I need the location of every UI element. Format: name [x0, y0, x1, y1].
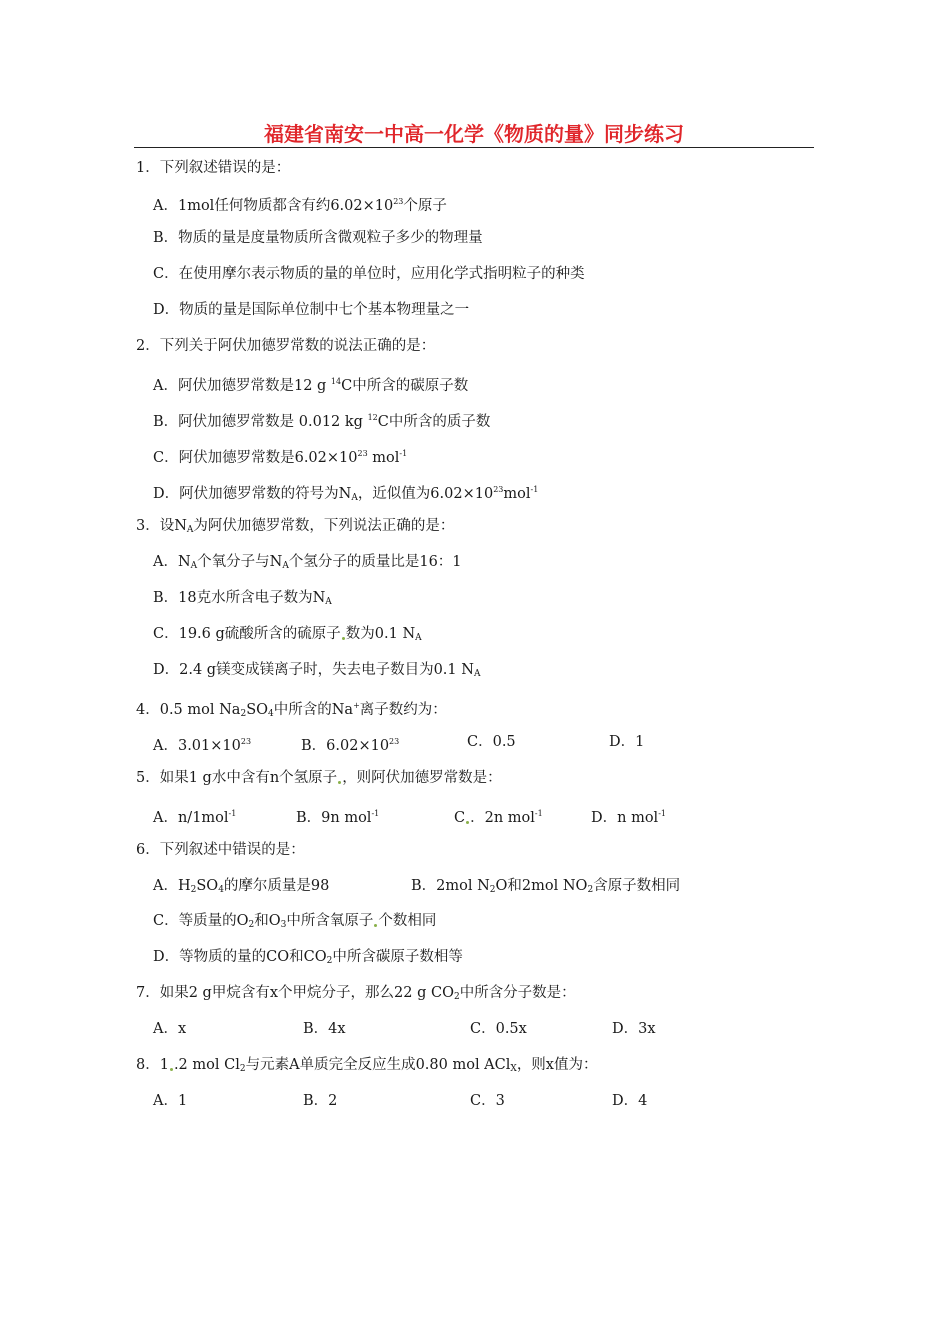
text: SO — [246, 702, 269, 718]
text: D．n mol — [591, 810, 659, 826]
question-1-option-b: B．物质的量是度量物质所含微观粒子多少的物理量 — [153, 230, 483, 246]
subscript: A — [282, 561, 289, 571]
superscript: 12 — [367, 413, 378, 422]
text: 个原子 — [403, 198, 447, 214]
superscript: -1 — [228, 809, 237, 818]
question-5-stem — [136, 768, 502, 788]
text: 中所含分子数是： — [459, 985, 576, 1001]
question-7-option-c: C．0.5x — [470, 1021, 527, 1037]
subscript: 3 — [280, 920, 287, 930]
superscript: -1 — [658, 809, 666, 818]
text: mol — [367, 450, 400, 466]
text: B．阿伏加德罗常数是 0.012 kg — [153, 414, 368, 430]
text: C．等质量的O — [153, 913, 249, 929]
question-7-option-d: D．3x — [612, 1021, 656, 1037]
superscript: 23 — [493, 485, 504, 494]
superscript: 23 — [240, 737, 252, 746]
text: 3．设N — [136, 518, 187, 534]
text: 与元素A单质完全反应生成0.80 mol ACl — [245, 1057, 511, 1073]
stray-dot-mark — [342, 637, 345, 640]
text: A．1mol任何物质都含有约6.02×10 — [153, 198, 394, 214]
superscript: 14 — [330, 377, 342, 386]
title-underline — [134, 147, 814, 148]
question-2-stem: 2．下列关于阿伏加德罗常数的说法正确的是： — [136, 338, 436, 354]
question-3-option-c — [153, 624, 422, 648]
text: 为阿伏加德罗常数，下列说法正确的是： — [193, 518, 455, 534]
text: A．3.01×10 — [153, 738, 241, 754]
superscript: -1 — [371, 809, 380, 818]
subscript: 2 — [248, 920, 255, 930]
subscript: 2 — [326, 956, 333, 966]
subscript: 4 — [268, 709, 274, 719]
text: 7．如果2 g甲烷含有x个甲烷分子，那么22 g CO — [136, 985, 454, 1001]
subscript: A — [473, 669, 481, 679]
text: D．阿伏加德罗常数的符号为N — [153, 486, 352, 502]
superscript: 23 — [357, 449, 368, 458]
stray-dot-mark — [466, 821, 469, 824]
question-3-option-a — [153, 552, 462, 576]
text: D．2.4 g镁变成镁离子时，失去电子数目为0.1 N — [153, 662, 474, 678]
subscript: 2 — [587, 885, 594, 895]
page-title: 福建省南安一中高一化学《物质的量》同步练习 — [264, 122, 684, 146]
text: B．2mol N — [411, 878, 490, 894]
superscript: 23 — [393, 197, 404, 206]
text: 5．如果1 g水中含有n个氢原子 — [136, 770, 338, 786]
question-8-option-a: A．1 — [153, 1093, 188, 1109]
text: C — [454, 810, 466, 826]
question-1-option-a — [153, 192, 447, 216]
question-4-option-a — [153, 732, 251, 756]
text: 8．1 — [136, 1057, 169, 1073]
stray-dot-mark — [374, 924, 377, 927]
text: A．阿伏加德罗常数是12 g — [153, 378, 331, 394]
superscript: + — [353, 701, 360, 710]
question-5-option-a — [153, 804, 236, 828]
question-5-option-c — [454, 804, 543, 828]
stray-dot-mark — [170, 1068, 173, 1071]
superscript: -1 — [399, 449, 408, 458]
text: C．19.6 g硫酸所含的硫原子 — [153, 626, 341, 642]
text: A．n/1mol — [153, 810, 229, 826]
question-4-option-b — [301, 732, 399, 756]
subscript: A — [190, 561, 198, 571]
question-3-option-b — [153, 588, 332, 612]
subscript: A — [415, 633, 422, 643]
subscript: 2 — [453, 992, 460, 1002]
text: 4．0.5 mol Na — [136, 702, 241, 718]
text: 含原子数相同 — [593, 878, 681, 894]
text: C．阿伏加德罗常数是6.02×10 — [153, 450, 358, 466]
question-3-option-d — [153, 660, 480, 684]
superscript: -1 — [534, 809, 543, 818]
text: 中所含碳原子数相等 — [332, 949, 463, 965]
question-8-option-c: C．3 — [470, 1093, 505, 1109]
text: 中所含氧原子 — [286, 913, 374, 929]
subscript: 4 — [218, 885, 224, 895]
text: 的摩尔质量是98 — [223, 878, 330, 894]
question-7-option-b: B．4x — [303, 1021, 346, 1037]
subscript: A — [325, 597, 332, 607]
question-3-stem — [136, 516, 454, 540]
question-6-option-b — [411, 876, 680, 900]
text: C中所含的质子数 — [377, 414, 491, 430]
question-5-option-b — [296, 804, 379, 828]
subscript: 2 — [239, 1064, 246, 1074]
text: mol — [503, 486, 531, 502]
text: D．等物质的量的CO和CO — [153, 949, 327, 965]
question-1-option-d: D．物质的量是国际单位制中七个基本物理量之一 — [153, 302, 470, 318]
text: ，则阿伏加德罗常数是： — [342, 770, 502, 786]
text: 个氧分子与N — [197, 554, 283, 570]
text: A．H — [153, 878, 191, 894]
question-5-option-d — [591, 804, 666, 828]
text: B．9n mol — [296, 810, 372, 826]
text: ，则x值为： — [516, 1057, 598, 1073]
text: SO — [196, 878, 219, 894]
subscript: A — [351, 493, 358, 503]
question-7-stem — [136, 983, 576, 1007]
question-6-option-d — [153, 947, 463, 971]
text: 和O — [254, 913, 281, 929]
text: 个数相同 — [378, 913, 437, 929]
question-4-option-c: C．0.5 — [467, 734, 516, 750]
text: 数为0.1 N — [345, 626, 416, 642]
question-4-stem — [136, 696, 447, 724]
text: C中所含的碳原子数 — [341, 378, 469, 394]
question-8-stem — [136, 1055, 598, 1079]
text: 离子数约为： — [359, 702, 447, 718]
superscript: 23 — [389, 737, 400, 746]
subscript: A — [186, 525, 194, 535]
text: ．2n mol — [470, 810, 535, 826]
question-2-option-b — [153, 408, 490, 432]
question-6-option-a — [153, 876, 329, 900]
text: 个氢分子的质量比是16：1 — [288, 554, 462, 570]
question-6-stem: 6．下列叙述中错误的是： — [136, 842, 305, 858]
question-6-option-c — [153, 911, 436, 935]
text: O和2mol NO — [495, 878, 588, 894]
text: 中所含的Na — [273, 702, 354, 718]
text: B．6.02×10 — [301, 738, 390, 754]
stray-dot-mark — [338, 781, 341, 784]
question-7-option-a: A．x — [153, 1021, 187, 1037]
text: .2 mol Cl — [173, 1057, 240, 1073]
question-4-option-d: D．1 — [609, 734, 645, 750]
subscript: X — [510, 1064, 517, 1074]
question-2-option-d — [153, 480, 538, 508]
text: B．18克水所含电子数为N — [153, 590, 326, 606]
question-8-option-b: B．2 — [303, 1093, 338, 1109]
question-1-stem: 1．下列叙述错误的是： — [136, 160, 291, 176]
question-1-option-c: C．在使用摩尔表示物质的量的单位时，应用化学式指明粒子的种类 — [153, 266, 585, 282]
subscript: 2 — [240, 709, 247, 719]
question-2-option-a — [153, 372, 468, 396]
question-2-option-c — [153, 444, 407, 468]
text: A．N — [153, 554, 191, 570]
superscript: -1 — [530, 485, 539, 494]
text: ，近似值为6.02×10 — [357, 486, 494, 502]
subscript: 2 — [489, 885, 496, 895]
subscript: 2 — [190, 885, 197, 895]
question-8-option-d: D．4 — [612, 1093, 648, 1109]
